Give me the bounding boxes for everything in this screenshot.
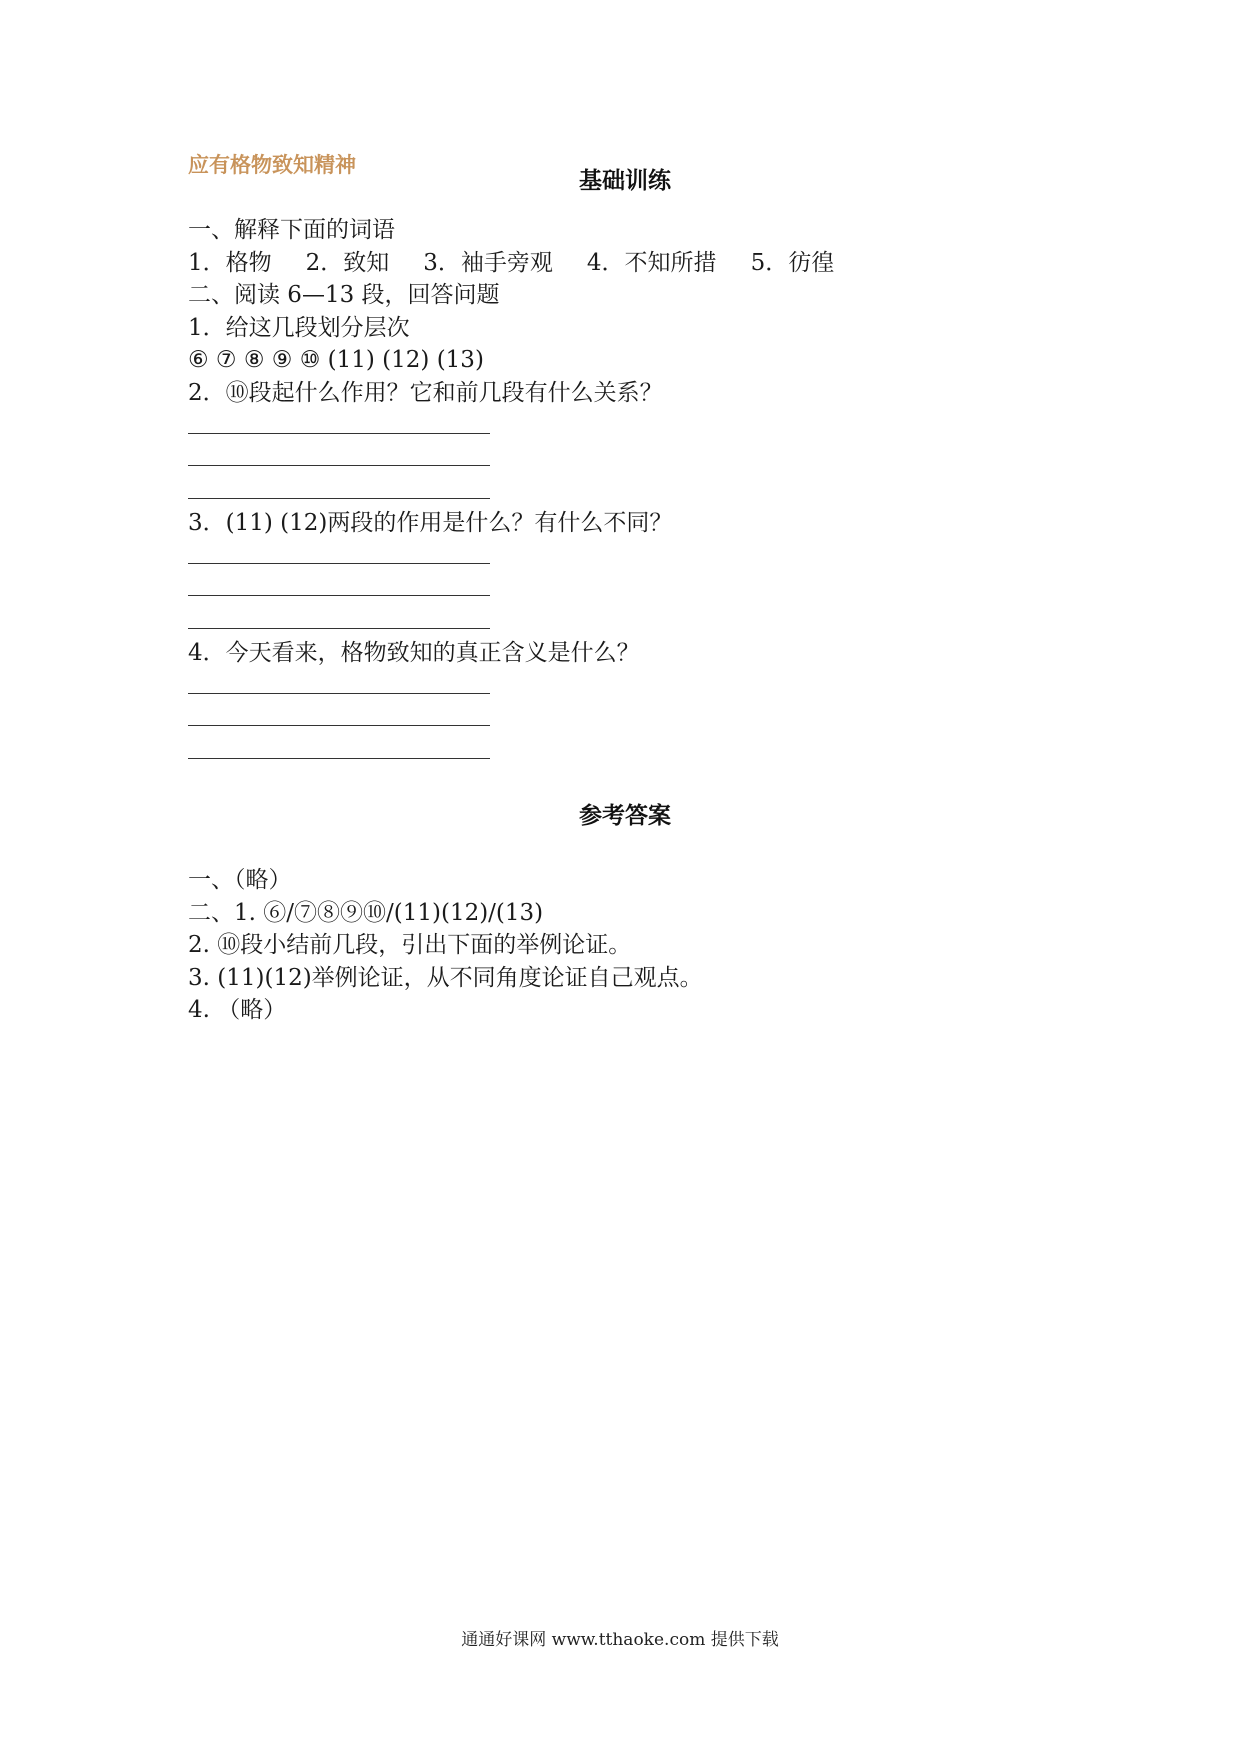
vocab-term: 5．彷徨 [750,249,835,276]
answer-blank-line [188,604,1088,637]
vocab-term: 2．致知 [305,249,390,276]
part2-heading: 二、阅读 6—13 段，回答问题 [188,282,500,308]
vocab-term: 1．格物 [188,249,272,276]
answer-line: 一、（略） [188,867,292,893]
answer-blank-line [188,442,1088,475]
answer-line: 3. (11)(12)举例论证，从不同角度论证自己观点。 [188,964,703,991]
question-1-paragraphs: ⑥ ⑦ ⑧ ⑨ ⑩ (11) (12) (13) [188,347,484,373]
answer-blank-line [188,474,1088,507]
exercise-heading: 基础训练 [579,167,671,194]
answer-line: 2. ⑩段小结前几段，引出下面的举例论证。 [188,932,632,958]
answer-heading: 参考答案 [579,802,671,829]
answer-blank-line [188,409,1088,442]
document-title: 应有格物致知精神 [188,153,356,177]
answer-blank-line [188,539,1088,572]
question-3: 3．(11) (12)两段的作用是什么？有什么不同？ [188,509,673,536]
question-1: 1．给这几段划分层次 [188,314,410,341]
answer-blank-line [188,669,1088,702]
answer-line: 二、1. ⑥/⑦⑧⑨⑩/(11)(12)/(13) [188,899,544,926]
exercise-block [188,214,1088,767]
answer-blank-line [188,734,1088,767]
question-4: 4．今天看来，格物致知的真正含义是什么？ [188,639,640,666]
answer-block [188,864,1088,1027]
page-footer: 通通好课网 www.tthaoke.com 提供下载 [461,1630,779,1650]
vocab-term: 3．袖手旁观 [423,249,553,276]
question-2: 2．⑩段起什么作用？它和前几段有什么关系？ [188,379,663,406]
vocab-list [188,247,1088,280]
answer-blank-line [188,702,1088,735]
part1-heading: 一、解释下面的词语 [188,217,395,243]
answer-line: 4. （略） [188,997,287,1023]
vocab-term: 4．不知所措 [586,249,717,276]
answer-blank-line [188,572,1088,605]
